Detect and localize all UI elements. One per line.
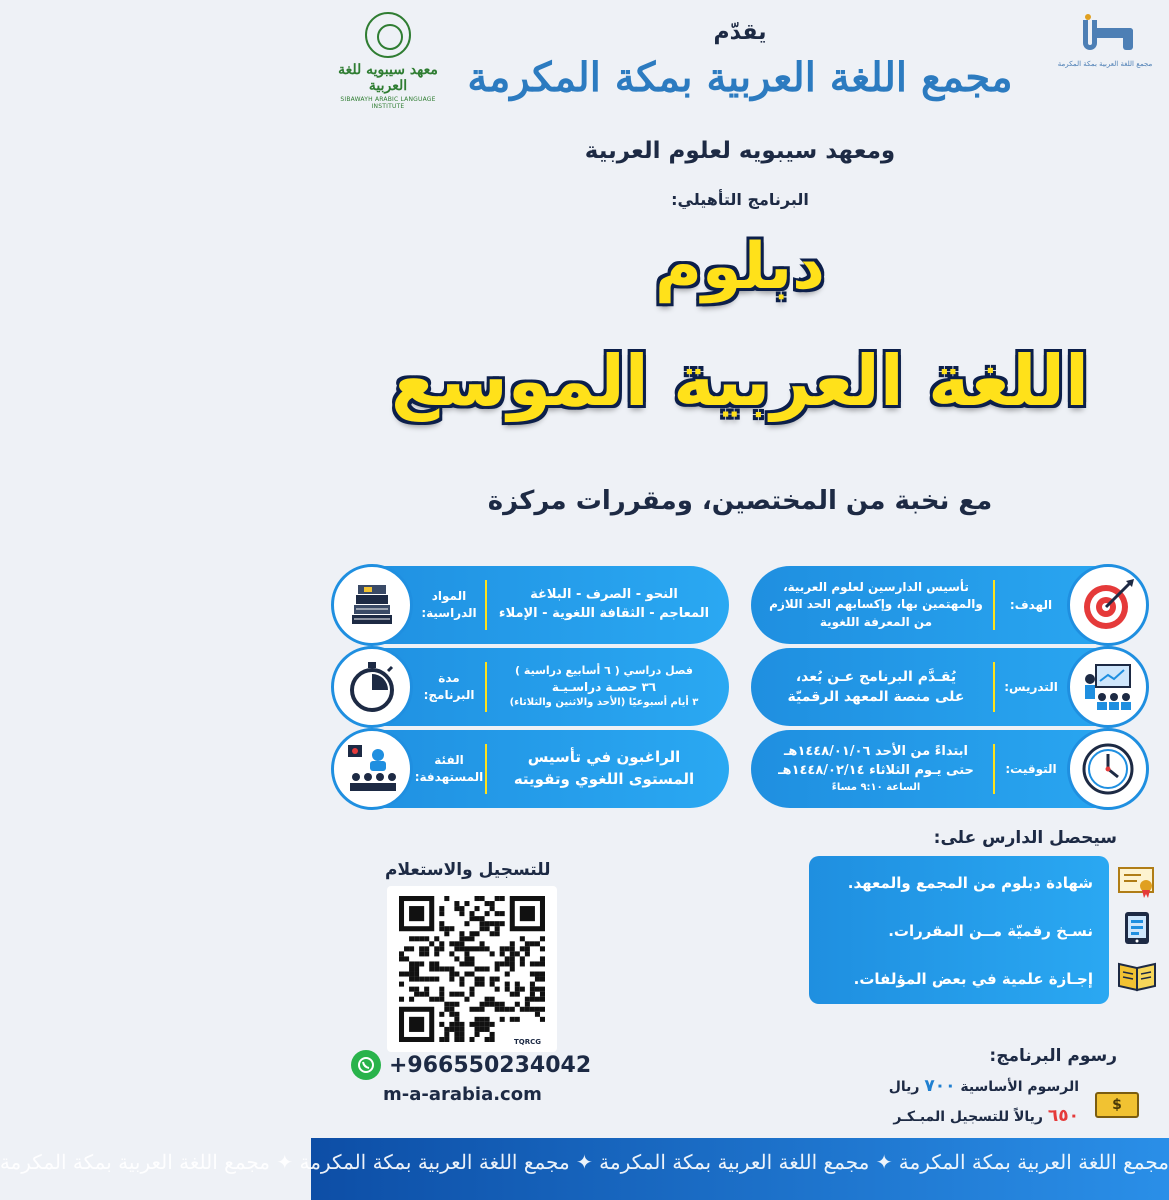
books-icon (331, 564, 413, 646)
benefits-box (809, 856, 1109, 1004)
qr-code[interactable] (387, 886, 557, 1052)
benefit-ijazah: إجـازة علمية في بعض المؤلفات. (853, 970, 1093, 988)
benefit-certificate: شهادة دبلوم من المجمع والمعهد. (847, 874, 1093, 892)
academy-logo-caption: مجمع اللغة العربية بمكة المكرمة (1057, 60, 1153, 68)
fee-basic (889, 1076, 1079, 1096)
qr-caption: TQRCG (514, 1038, 541, 1046)
card-subjects (335, 566, 729, 644)
benefit-digital-copies: نسـخ رقميّة مــن المقررات. (888, 922, 1093, 940)
institute-name: ومعهد سيبويه لعلوم العربية (584, 138, 896, 164)
qr-code-pattern (397, 896, 547, 1042)
timing-body: ابتداءً من الأحد ١٤٤٨/٠١/٠٦هـ حتى يـوم الثلاثاء ١٤٤٨/٠٢/١٤هـ الساعة ٩:١٠ مساءً (778, 743, 974, 793)
teaching-label: التدريس: (1004, 679, 1058, 694)
subjects-body: النحو - الصرف - البلاغة المعاجم - الثقافة اللغوية - الإملاء (498, 587, 710, 621)
fee-early-value: ٦٥٠ (1047, 1106, 1079, 1126)
card-teaching (751, 648, 1145, 726)
teaching-body: يُقـدَّم البرنامج عـن بُعد، على منصة المعهد الرقميّة (787, 668, 965, 705)
sibawayh-logo-name: معهد سيبويه للغة العربية (338, 62, 438, 94)
fee-early (893, 1106, 1079, 1126)
sibawayh-logo-en: SIBAWAYH ARABIC LANGUAGE INSTITUTE (340, 96, 436, 110)
tablet-icon (1117, 910, 1157, 946)
phone-row[interactable] (351, 1050, 591, 1080)
academy-name: مجمع اللغة العربية بمكة المكرمة (467, 54, 1013, 101)
money-icon: $ (1095, 1092, 1139, 1118)
book-icon (1117, 958, 1157, 994)
target-icon (1067, 564, 1149, 646)
certificate-icon (1117, 864, 1157, 900)
duration-body: فصل دراسي ( ٦ أسابيع دراسية ) ٣٦ حصـة دراسـيـة ٣ أيام أسبوعيًا (الأحد والاثنين والثلاثاء) (509, 664, 699, 709)
card-audience (335, 730, 729, 808)
clock-icon (1067, 728, 1149, 810)
card-timing (751, 730, 1145, 808)
audience-body: الراغبون في تأسيس المستوى اللغوي وتقويته (513, 748, 695, 788)
goal-label: الهدف: (1009, 597, 1053, 612)
presents-text: يقدّم (713, 20, 767, 45)
subjects-label: المواد الدراسية: (421, 589, 477, 620)
audience-label: الفئة المستهدفة: (414, 753, 484, 784)
card-goal (751, 566, 1145, 644)
card-duration (335, 648, 729, 726)
goal-body: تأسيس الدارسين لعلوم العربية، والمهتمين بها، وإكسابهم الحد اللازم من المعرفة اللغوية (769, 579, 983, 629)
fee-basic-value: ٧٠٠ (924, 1076, 956, 1096)
footer-pattern-text: مجمع اللغة العربية بمكة المكرمة ✦ مجمع اللغة العربية بمكة المكرمة ✦ مجمع اللغة العربية بمكة المكرمة ✦ مجمع اللغة العربية بمكة المكرمة (0, 1150, 1169, 1174)
title-line-2: اللغة العربية الموسع (391, 340, 1089, 422)
audience-icon (331, 728, 413, 810)
title-line-1: دبلوم (654, 230, 826, 304)
fee-early-label: ريالاً للتسجيل المبـكـر (893, 1109, 1043, 1125)
whatsapp-icon[interactable] (351, 1050, 381, 1080)
timing-label: التوقيت: (1005, 761, 1057, 776)
benefits-title: سيحصل الدارس على: (933, 828, 1117, 848)
footer-band (0, 1138, 1169, 1200)
duration-label: مدة البرنامج: (423, 671, 475, 702)
website-link[interactable]: m-a-arabia.com (383, 1084, 542, 1105)
program-label: البرنامج التأهيلي: (671, 190, 809, 209)
stopwatch-icon (331, 646, 413, 728)
presentation-icon (1067, 646, 1149, 728)
fee-basic-label: الرسوم الأساسية (960, 1079, 1079, 1095)
fee-basic-unit: ريال (888, 1079, 920, 1095)
fees-title: رسوم البرنامج: (989, 1046, 1117, 1066)
phone-number[interactable]: +966550234042 (389, 1052, 592, 1078)
register-title: للتسجيل والاستعلام (385, 860, 551, 880)
tagline: مع نخبة من المختصين، ومقررات مركزة (487, 486, 993, 516)
